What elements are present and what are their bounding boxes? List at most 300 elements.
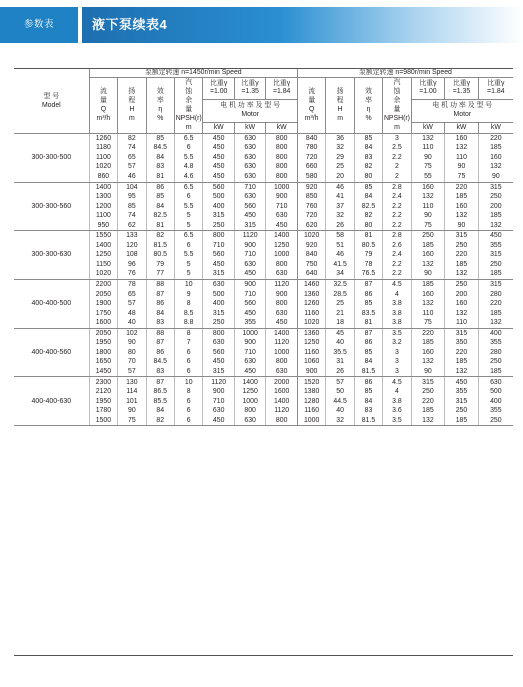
table-cell: 85 xyxy=(146,192,174,202)
table-cell: 85.5 xyxy=(146,397,174,407)
table-cell: 88 xyxy=(146,280,174,290)
table-cell: 1460 xyxy=(297,280,325,290)
table-cell: 82 xyxy=(354,211,382,221)
table-cell: 85 xyxy=(354,299,382,309)
table-cell: 1100 xyxy=(89,211,117,221)
table-cell: 25 xyxy=(326,162,354,172)
table-cell: 82 xyxy=(354,162,382,172)
table-cell: 5.5 xyxy=(174,250,202,260)
table-cell: 220 xyxy=(445,182,479,192)
head-header-1450: 扬 程 H m xyxy=(118,78,146,133)
table-cell: 630 xyxy=(234,192,265,202)
table-cell: 84.5 xyxy=(146,357,174,367)
model-header: 型 号 Model xyxy=(14,69,89,134)
table-cell: 40 xyxy=(326,338,354,348)
table-cell: 6 xyxy=(174,397,202,407)
table-cell: 710 xyxy=(234,250,265,260)
table-row xyxy=(14,328,513,338)
table-cell: 450 xyxy=(478,231,513,241)
table-row xyxy=(14,357,513,367)
table-cell: 82.5 xyxy=(146,211,174,221)
table-row xyxy=(14,269,513,279)
table-cell: 630 xyxy=(266,211,298,221)
table-cell: 6 xyxy=(174,241,202,251)
table-cell: 630 xyxy=(234,172,265,182)
table-cell: 450 xyxy=(266,221,298,231)
table-cell: 1250 xyxy=(266,241,298,251)
table-cell: 1550 xyxy=(89,231,117,241)
motor-header-1450: 电 机 功 率 及 型 号 Motor xyxy=(203,99,298,122)
table-cell: 1160 xyxy=(297,309,325,319)
table-cell: 2.4 xyxy=(383,192,411,202)
table-cell: 79 xyxy=(146,260,174,270)
table-cell: 132 xyxy=(411,299,445,309)
table-cell: 1120 xyxy=(266,280,298,290)
table-cell: 630 xyxy=(234,162,265,172)
table-cell: 560 xyxy=(203,250,234,260)
table-cell: 315 xyxy=(445,397,479,407)
table-cell: 900 xyxy=(297,367,325,377)
table-cell: 710 xyxy=(234,348,265,358)
table-cell: 32 xyxy=(326,211,354,221)
head-header-980: 扬 程 H m xyxy=(326,78,354,133)
table-cell: 2 xyxy=(383,162,411,172)
kw-unit: kW xyxy=(266,122,298,133)
table-cell: 630 xyxy=(234,416,265,426)
table-cell: 58 xyxy=(326,231,354,241)
table-cell: 41.5 xyxy=(326,260,354,270)
table-cell: 6.5 xyxy=(174,182,202,192)
table-cell: 220 xyxy=(445,250,479,260)
table-cell: 110 xyxy=(445,153,479,163)
table-cell: 85 xyxy=(354,348,382,358)
table-cell: 2 xyxy=(383,172,411,182)
table-cell: 8 xyxy=(174,328,202,338)
table-cell: 315 xyxy=(478,182,513,192)
table-cell: 82 xyxy=(146,231,174,241)
table-cell: 9 xyxy=(174,290,202,300)
table-cell: 81.5 xyxy=(146,241,174,251)
table-cell: 450 xyxy=(234,211,265,221)
section-tab[interactable]: 参数表 xyxy=(0,7,78,43)
table-cell: 500 xyxy=(203,290,234,300)
table-row xyxy=(14,153,513,163)
table-cell: 80 xyxy=(354,172,382,182)
table-cell: 4.5 xyxy=(383,377,411,387)
table-cell: 160 xyxy=(411,250,445,260)
table-cell: 1120 xyxy=(266,406,298,416)
sg2-header-980: 比重γ =1.35 xyxy=(445,78,479,99)
table-cell: 1600 xyxy=(266,387,298,397)
table-cell: 160 xyxy=(445,299,479,309)
table-cell: 37 xyxy=(326,202,354,212)
table-cell: 580 xyxy=(297,172,325,182)
table-cell: 6 xyxy=(174,143,202,153)
table-cell: 1180 xyxy=(89,143,117,153)
table-row xyxy=(14,192,513,202)
table-row xyxy=(14,377,513,387)
table-row xyxy=(14,338,513,348)
table-cell: 630 xyxy=(478,377,513,387)
table-cell: 800 xyxy=(266,143,298,153)
table-cell: 82 xyxy=(146,416,174,426)
table-cell: 1200 xyxy=(89,202,117,212)
table-cell: 860 xyxy=(89,172,117,182)
table-cell: 8.5 xyxy=(174,309,202,319)
table-cell: 3 xyxy=(383,367,411,377)
table-cell: 84 xyxy=(354,192,382,202)
table-cell: 950 xyxy=(89,221,117,231)
table-cell: 81.5 xyxy=(354,416,382,426)
table-cell: 90 xyxy=(118,406,146,416)
table-cell: 840 xyxy=(297,133,325,143)
table-cell: 315 xyxy=(445,328,479,338)
table-cell: 90 xyxy=(445,162,479,172)
model-cell: 300-300-500 xyxy=(14,133,89,182)
sg3-header-1450: 比重γ =1.84 xyxy=(266,78,298,99)
kw-unit: kW xyxy=(478,122,513,133)
table-cell: 45 xyxy=(326,328,354,338)
table-cell: 220 xyxy=(411,328,445,338)
table-cell: 350 xyxy=(445,338,479,348)
table-cell: 85 xyxy=(146,133,174,143)
table-cell: 1060 xyxy=(297,357,325,367)
table-cell: 82.5 xyxy=(354,202,382,212)
table-cell: 32 xyxy=(326,416,354,426)
table-cell: 1000 xyxy=(266,250,298,260)
speed-980-header: 泵额定转速 n=980r/min Speed xyxy=(297,69,513,78)
table-cell: 2300 xyxy=(89,377,117,387)
table-cell: 630 xyxy=(234,133,265,143)
table-cell: 81 xyxy=(146,172,174,182)
table-cell: 500 xyxy=(478,387,513,397)
table-cell: 48 xyxy=(118,309,146,319)
table-cell: 1150 xyxy=(89,260,117,270)
table-cell: 630 xyxy=(266,367,298,377)
table-cell: 76.5 xyxy=(354,269,382,279)
model-cell: 400-400-630 xyxy=(14,377,89,426)
table-cell: 3.6 xyxy=(383,406,411,416)
table-cell: 80.5 xyxy=(146,250,174,260)
table-cell: 80 xyxy=(354,221,382,231)
table-cell: 185 xyxy=(445,416,479,426)
table-cell: 1000 xyxy=(297,416,325,426)
table-cell: 560 xyxy=(203,182,234,192)
table-cell: 1400 xyxy=(234,377,265,387)
table-cell: 132 xyxy=(411,192,445,202)
table-cell: 84 xyxy=(354,143,382,153)
table-cell: 26 xyxy=(326,367,354,377)
table-cell: 185 xyxy=(478,211,513,221)
table-cell: 315 xyxy=(478,280,513,290)
table-cell: 108 xyxy=(118,250,146,260)
table-cell: 315 xyxy=(478,250,513,260)
table-row xyxy=(14,290,513,300)
table-cell: 84 xyxy=(354,357,382,367)
table-cell: 2.8 xyxy=(383,231,411,241)
table-cell: 630 xyxy=(203,406,234,416)
table-cell: 315 xyxy=(411,377,445,387)
table-cell: 3 xyxy=(383,357,411,367)
table-cell: 920 xyxy=(297,241,325,251)
table-cell: 3.5 xyxy=(383,328,411,338)
table-cell: 83.5 xyxy=(354,309,382,319)
table-cell: 83 xyxy=(354,406,382,416)
table-cell: 250 xyxy=(411,387,445,397)
table-row xyxy=(14,309,513,319)
speed-1450-header: 泵额定转速 n=1450r/min Speed xyxy=(89,69,297,78)
table-cell: 120 xyxy=(118,241,146,251)
table-cell: 1400 xyxy=(266,397,298,407)
table-cell: 90 xyxy=(445,221,479,231)
table-cell: 110 xyxy=(411,309,445,319)
table-row xyxy=(14,162,513,172)
table-cell: 1950 xyxy=(89,397,117,407)
table-cell: 84 xyxy=(146,202,174,212)
table-cell: 1020 xyxy=(297,318,325,328)
table-cell: 355 xyxy=(478,406,513,416)
table-cell: 86 xyxy=(354,290,382,300)
table-cell: 1100 xyxy=(89,153,117,163)
table-cell: 90 xyxy=(411,367,445,377)
table-cell: 6 xyxy=(174,406,202,416)
table-cell: 57 xyxy=(326,377,354,387)
table-cell: 250 xyxy=(445,241,479,251)
table-cell: 1750 xyxy=(89,309,117,319)
table-cell: 5 xyxy=(174,221,202,231)
table-cell: 2050 xyxy=(89,328,117,338)
table-cell: 77 xyxy=(146,269,174,279)
table-cell: 87 xyxy=(146,290,174,300)
table-cell: 28.5 xyxy=(326,290,354,300)
table-cell: 85 xyxy=(118,202,146,212)
table-cell: 4 xyxy=(383,290,411,300)
table-cell: 160 xyxy=(411,348,445,358)
table-cell: 630 xyxy=(234,357,265,367)
table-cell: 710 xyxy=(234,290,265,300)
table-cell: 6 xyxy=(174,416,202,426)
table-cell: 450 xyxy=(203,133,234,143)
table-cell: 86 xyxy=(146,299,174,309)
table-cell: 96 xyxy=(118,260,146,270)
table-cell: 250 xyxy=(478,357,513,367)
table-cell: 81 xyxy=(354,318,382,328)
table-cell: 8.8 xyxy=(174,318,202,328)
table-cell: 2.5 xyxy=(383,143,411,153)
table-cell: 132 xyxy=(411,416,445,426)
table-cell: 36 xyxy=(326,133,354,143)
table-cell: 132 xyxy=(478,318,513,328)
table-cell: 355 xyxy=(478,241,513,251)
table-cell: 3 xyxy=(383,133,411,143)
table-cell: 87 xyxy=(354,328,382,338)
title-banner xyxy=(82,7,523,43)
table-cell: 5.5 xyxy=(174,153,202,163)
table-cell: 81 xyxy=(354,231,382,241)
table-row xyxy=(14,397,513,407)
table-cell: 315 xyxy=(445,231,479,241)
table-cell: 800 xyxy=(266,172,298,182)
table-cell: 5.5 xyxy=(174,202,202,212)
table-cell: 1260 xyxy=(89,133,117,143)
table-cell: 20 xyxy=(326,172,354,182)
table-cell: 132 xyxy=(411,357,445,367)
table-cell: 10 xyxy=(174,377,202,387)
table-cell: 315 xyxy=(203,309,234,319)
table-cell: 800 xyxy=(266,299,298,309)
flow-header-1450: 流 量 Q m³/h xyxy=(89,78,117,133)
table-cell: 26 xyxy=(326,221,354,231)
table-cell: 81.5 xyxy=(354,367,382,377)
table-cell: 50 xyxy=(326,387,354,397)
table-cell: 80 xyxy=(118,348,146,358)
table-cell: 80.5 xyxy=(354,241,382,251)
table-cell: 220 xyxy=(478,133,513,143)
table-cell: 450 xyxy=(234,309,265,319)
table-cell: 110 xyxy=(411,143,445,153)
table-cell: 1600 xyxy=(89,318,117,328)
table-cell: 2.4 xyxy=(383,250,411,260)
table-cell: 1400 xyxy=(266,231,298,241)
table-cell: 1520 xyxy=(297,377,325,387)
table-cell: 2.8 xyxy=(383,182,411,192)
table-cell: 85 xyxy=(354,133,382,143)
table-cell: 84 xyxy=(146,153,174,163)
table-cell: 46 xyxy=(118,172,146,182)
table-cell: 34 xyxy=(326,269,354,279)
table-cell: 1500 xyxy=(89,416,117,426)
table-cell: 315 xyxy=(203,367,234,377)
table-cell: 800 xyxy=(203,328,234,338)
table-cell: 6 xyxy=(174,367,202,377)
table-cell: 90 xyxy=(118,338,146,348)
table-cell: 1000 xyxy=(234,328,265,338)
table-cell: 62 xyxy=(118,221,146,231)
model-cell: 400-400-560 xyxy=(14,328,89,377)
table-cell: 3 xyxy=(383,348,411,358)
table-cell: 5 xyxy=(174,211,202,221)
table-cell: 6.5 xyxy=(174,231,202,241)
table-cell: 95 xyxy=(118,192,146,202)
table-cell: 900 xyxy=(203,387,234,397)
table-cell: 90 xyxy=(411,269,445,279)
table-cell: 250 xyxy=(445,406,479,416)
table-cell: 1020 xyxy=(89,269,117,279)
table-cell: 132 xyxy=(445,367,479,377)
table-row xyxy=(14,416,513,426)
table-cell: 355 xyxy=(234,318,265,328)
table-cell: 88 xyxy=(146,328,174,338)
table-cell: 130 xyxy=(118,377,146,387)
table-row xyxy=(14,318,513,328)
table-cell: 132 xyxy=(445,143,479,153)
kw-unit: kW xyxy=(411,122,445,133)
table-cell: 75 xyxy=(411,221,445,231)
table-row xyxy=(14,406,513,416)
table-cell: 8 xyxy=(174,387,202,397)
table-cell: 1450 xyxy=(89,367,117,377)
table-cell: 800 xyxy=(266,416,298,426)
table-cell: 220 xyxy=(478,299,513,309)
table-cell: 133 xyxy=(118,231,146,241)
table-cell: 450 xyxy=(203,260,234,270)
table-cell: 79 xyxy=(354,250,382,260)
table-cell: 630 xyxy=(266,269,298,279)
table-cell: 6.5 xyxy=(174,133,202,143)
table-cell: 630 xyxy=(266,309,298,319)
table-cell: 280 xyxy=(478,348,513,358)
table-bottom-rule xyxy=(14,655,513,656)
table-cell: 51 xyxy=(326,241,354,251)
table-cell: 1360 xyxy=(297,328,325,338)
table-cell: 90 xyxy=(411,153,445,163)
model-cell: 300-300-630 xyxy=(14,231,89,280)
table-cell: 2.2 xyxy=(383,260,411,270)
table-cell: 86 xyxy=(354,377,382,387)
table-cell: 70 xyxy=(118,357,146,367)
table-cell: 185 xyxy=(411,406,445,416)
table-cell: 86.5 xyxy=(146,387,174,397)
table-row xyxy=(14,133,513,143)
table-cell: 720 xyxy=(297,153,325,163)
table-cell: 57 xyxy=(118,299,146,309)
table-cell: 840 xyxy=(297,250,325,260)
table-cell: 160 xyxy=(411,290,445,300)
table-cell: 5 xyxy=(174,260,202,270)
table-cell: 1400 xyxy=(266,328,298,338)
table-cell: 85 xyxy=(354,182,382,192)
table-cell: 1250 xyxy=(297,338,325,348)
table-cell: 1300 xyxy=(89,192,117,202)
table-cell: 35.5 xyxy=(326,348,354,358)
table-cell: 1000 xyxy=(266,348,298,358)
table-row xyxy=(14,299,513,309)
table-cell: 78 xyxy=(354,260,382,270)
table-cell: 630 xyxy=(203,280,234,290)
parameter-table xyxy=(14,68,513,426)
table-cell: 900 xyxy=(234,241,265,251)
table-cell: 101 xyxy=(118,397,146,407)
table-cell: 1250 xyxy=(234,387,265,397)
table-cell: 132 xyxy=(445,269,479,279)
table-cell: 2.2 xyxy=(383,202,411,212)
table-cell: 220 xyxy=(445,348,479,358)
table-cell: 1120 xyxy=(203,377,234,387)
table-row xyxy=(14,231,513,241)
table-cell: 3.8 xyxy=(383,318,411,328)
kw-unit: kW xyxy=(203,122,234,133)
table-cell: 1250 xyxy=(89,250,117,260)
table-cell: 800 xyxy=(266,357,298,367)
table-cell: 110 xyxy=(445,318,479,328)
table-row xyxy=(14,241,513,251)
table-cell: 46 xyxy=(326,182,354,192)
table-cell: 900 xyxy=(266,290,298,300)
table-cell: 185 xyxy=(478,269,513,279)
table-cell: 65 xyxy=(118,153,146,163)
table-cell: 450 xyxy=(203,357,234,367)
sg2-header-1450: 比重γ =1.35 xyxy=(234,78,265,99)
table-row xyxy=(14,367,513,377)
table-row xyxy=(14,387,513,397)
table-cell: 450 xyxy=(203,153,234,163)
table-cell: 40 xyxy=(326,406,354,416)
table-cell: 41 xyxy=(326,192,354,202)
table-cell: 3.8 xyxy=(383,397,411,407)
table-cell: 78 xyxy=(118,280,146,290)
table-cell: 1650 xyxy=(89,357,117,367)
eff-header-1450: 效 率 η % xyxy=(146,78,174,133)
